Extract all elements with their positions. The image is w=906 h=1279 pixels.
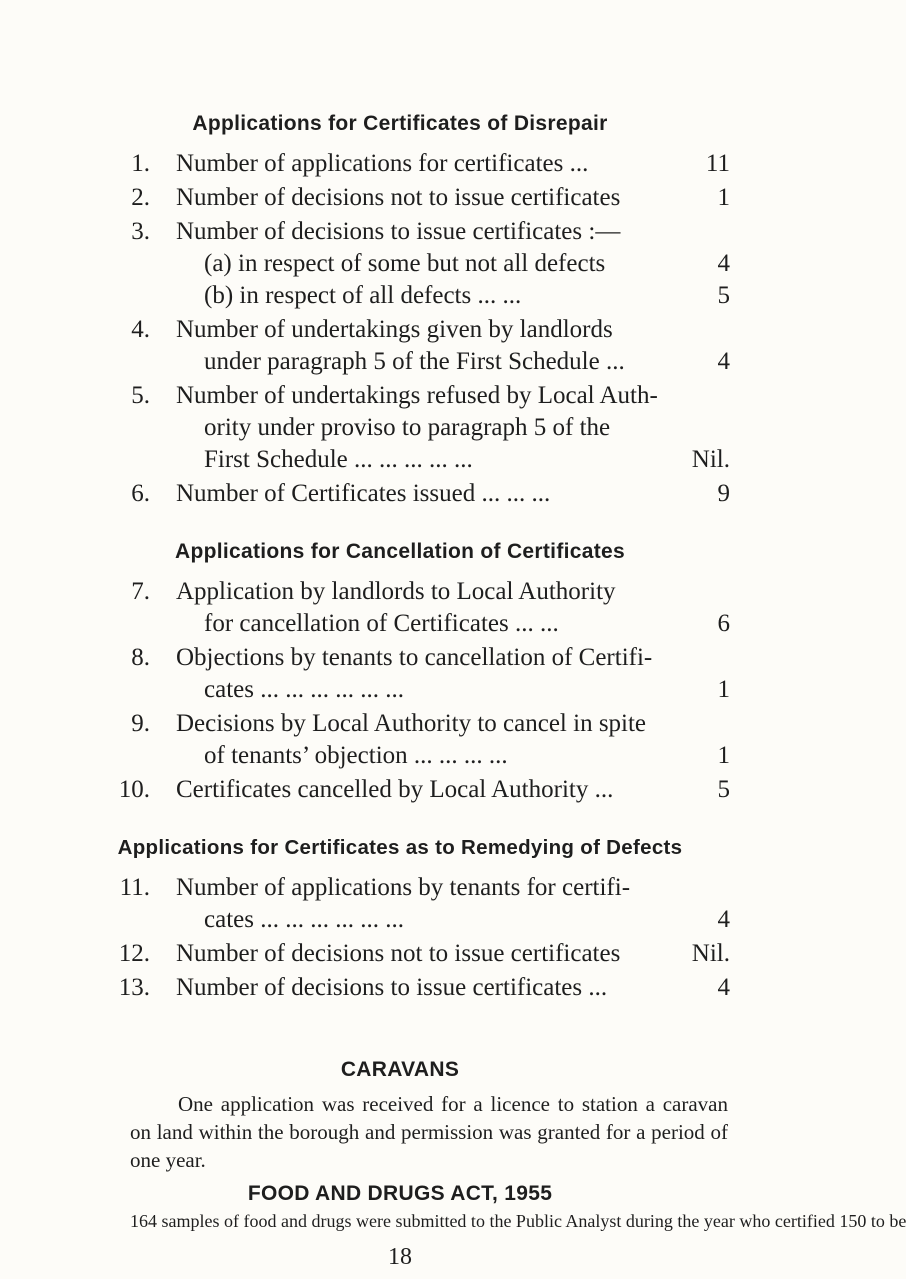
food-paragraph: 164 samples of food and drugs were submitted to the Public Analyst during the year who certified 150 to be — [130, 1211, 906, 1231]
item-text: Application by landlords to Local Authority — [176, 578, 616, 605]
item-text: Number of undertakings given by landlords — [176, 316, 613, 343]
item-number: 9. — [131, 710, 150, 737]
heading-remedying: Applications for Certificates as to Remedying of Defects — [117, 836, 683, 859]
item-text: Number of decisions to issue certificates ... — [176, 974, 608, 1001]
item-number: 12. — [118, 940, 150, 967]
item-text: Number of decisions not to issue certificates — [176, 184, 621, 211]
item-text-continued: First Schedule ... ... ... ... ... — [204, 446, 473, 473]
item-text: Number of applications by tenants for certifi- — [176, 874, 631, 901]
item-number: 6. — [131, 480, 150, 507]
item-text: Number of undertakings refused by Local Auth- — [176, 382, 658, 409]
page-number: 18 — [388, 1244, 412, 1270]
item-number: 2. — [131, 184, 150, 211]
item-text: Decisions by Local Authority to cancel in spite — [176, 710, 647, 737]
item-number: 1. — [131, 150, 150, 177]
subitem-text: (a) in respect of some but not all defects — [204, 250, 606, 277]
item-value: 9 — [717, 480, 730, 507]
item-value: 4 — [717, 974, 730, 1001]
item-number: 4. — [131, 316, 150, 343]
item-value: 4 — [717, 348, 730, 375]
item-text-continued: for cancellation of Certificates ... ... — [204, 610, 559, 637]
item-text: Objections by tenants to cancellation of Certifi- — [176, 644, 653, 671]
item-number: 8. — [131, 644, 150, 671]
item-number: 13. — [118, 974, 150, 1001]
item-text-continued: ority under proviso to paragraph 5 of the — [204, 414, 611, 441]
item-value: 11 — [705, 150, 730, 177]
caravans-paragraph: One application was received for a licence to station a caravan on land within the borough and permission was granted for a period of one year. — [130, 1092, 728, 1172]
heading-caravans: CARAVANS — [340, 1058, 460, 1081]
subitem-text: (b) in respect of all defects ... ... — [204, 282, 522, 309]
item-number: 3. — [131, 218, 150, 245]
item-number: 10. — [118, 776, 150, 803]
item-value: Nil. — [691, 940, 730, 967]
item-value: 5 — [717, 776, 730, 803]
item-text-continued: of tenants’ objection ... ... ... ... — [204, 742, 508, 769]
item-text: Number of decisions to issue certificates :— — [176, 218, 621, 245]
item-number: 5. — [131, 382, 150, 409]
heading-cancellation: Applications for Cancellation of Certificates — [175, 540, 625, 563]
item-number: 11. — [119, 874, 150, 901]
item-value: 1 — [717, 742, 730, 769]
item-text-continued: cates ... ... ... ... ... ... — [204, 906, 404, 933]
item-text: Number of Certificates issued ... ... ... — [176, 480, 551, 507]
item-text: Number of applications for certificates ... — [176, 150, 589, 177]
item-value: Nil. — [691, 446, 730, 473]
item-value: 6 — [717, 610, 730, 637]
heading-disrepair: Applications for Certificates of Disrepair — [192, 112, 608, 135]
item-value: 1 — [717, 184, 730, 211]
item-value: 4 — [717, 250, 730, 277]
item-text: Certificates cancelled by Local Authority ... — [176, 776, 614, 803]
item-text-continued: under paragraph 5 of the First Schedule ... — [204, 348, 625, 375]
item-value: 4 — [717, 906, 730, 933]
item-value: 1 — [717, 676, 730, 703]
item-text: Number of decisions not to issue certificates — [176, 940, 621, 967]
item-text-continued: cates ... ... ... ... ... ... — [204, 676, 404, 703]
item-value: 5 — [717, 282, 730, 309]
item-number: 7. — [131, 578, 150, 605]
heading-food: FOOD AND DRUGS ACT, 1955 — [247, 1182, 553, 1205]
